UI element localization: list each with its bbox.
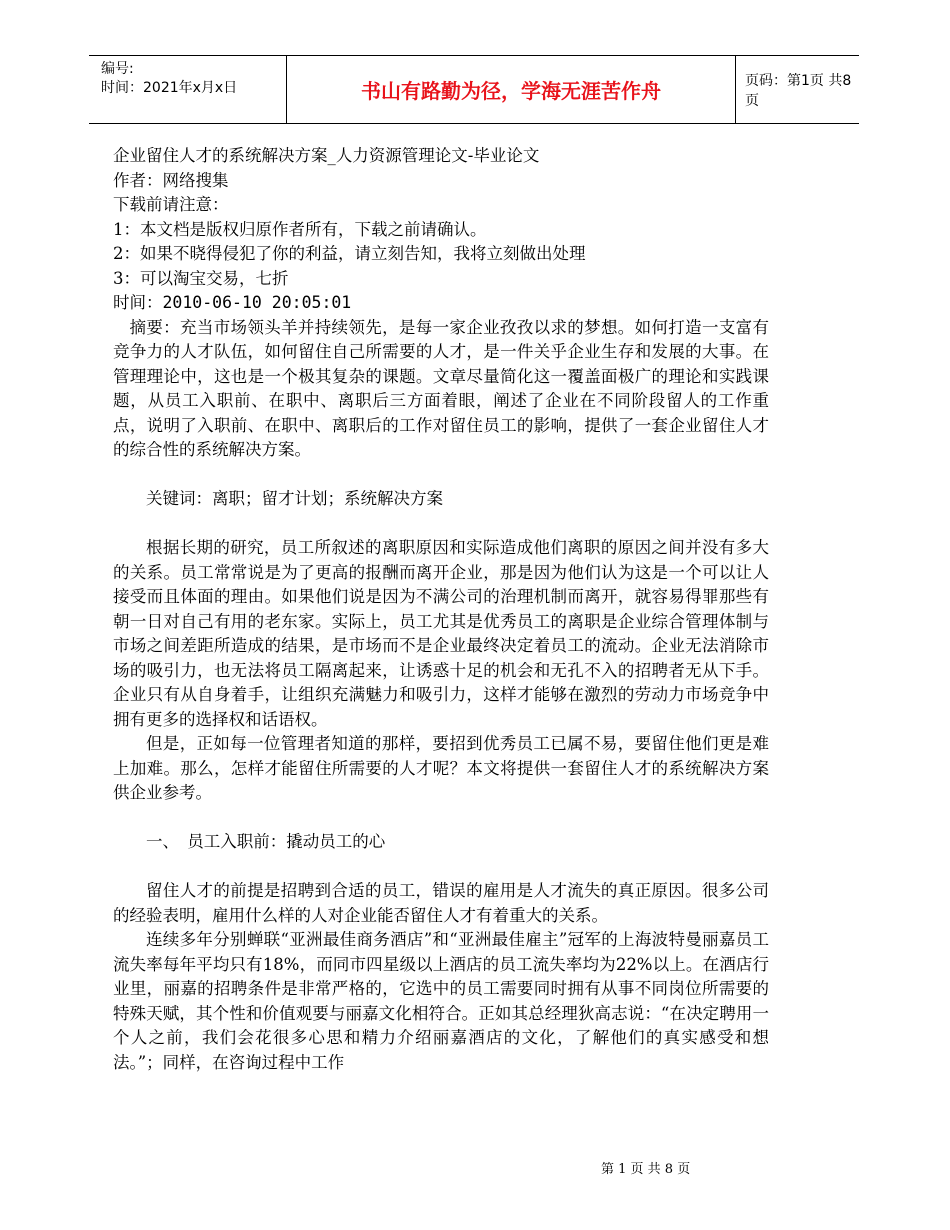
header-page-info: 页码：第1页 共8页 xyxy=(745,72,852,109)
notice-item-3: 3：可以淘宝交易，七折 xyxy=(113,268,289,288)
body-paragraph-4: 连续多年分别蝉联“亚洲最佳商务酒店”和“亚洲最佳雇主”冠军的上海波特曼丽嘉员工流失率每年平均只有18%，而同市四星级以上酒店的员工流失率均为22%以上。在酒店行业里，丽嘉的招聘条件是非常严格的，它选中的员工需要同时拥有从事不同岗位所需要的特殊天赋，其个性和价值观要与丽嘉文化相符合。正如其总经理狄高志说：“在决定聘用一个人之前，我们会花很多心思和精力介绍丽嘉酒店的文化，了解他们的真实感受和想法。”；同样，在咨询过程中工作 xyxy=(113,930,769,1072)
notice-heading: 下载前请注意： xyxy=(113,195,229,214)
body-paragraph-3: 留住人才的前提是招聘到合适的员工，错误的雇用是人才流失的真正原因。很多公司的经验表明，雇用什么样的人对企业能否留住人才有着重大的关系。 xyxy=(113,881,769,925)
page-footer: 第 1 页 共 8 页 xyxy=(601,1162,691,1177)
header-meta xyxy=(101,60,281,98)
keywords-line: 关键词：离职；留才计划；系统解决方案 xyxy=(146,489,443,508)
doc-author: 作者：网络搜集 xyxy=(113,170,229,190)
document-header xyxy=(89,55,859,124)
doc-title: 企业留住人才的系统解决方案_人力资源管理论文-毕业论文 xyxy=(113,146,540,165)
body-paragraph-1: 根据长期的研究，员工所叙述的离职原因和实际造成他们离职的原因之间并没有多大的关系。员工常常说是为了更高的报酬而离开企业，那是因为他们认为这是一个可以让人接受而且体面的理由。如果他们说是因为不满公司的治理机制而离开，就容易得罪那些有朝一日对自己有用的老东家。实际上，员工尤其是优秀员工的离职是企业综合管理体制与市场之间差距所造成的结果，是市场而不是企业最终决定着员工的流动。企业无法消除市场的吸引力，也无法将员工隔离起来，让诱惑十足的机会和无孔不入的招聘者无从下手。企业只有从自身着手，让组织充满魅力和吸引力，这样才能够在激烈的劳动力市场竞争中拥有更多的选择权和话语权。 xyxy=(113,538,769,729)
body-paragraph-2: 但是，正如每一位管理者知道的那样，要招到优秀员工已属不易，要留住他们更是难上加难。那么，怎样才能留住所需要的人才呢？本文将提供一套留住人才的系统解决方案供企业参考。 xyxy=(113,734,769,802)
document-body xyxy=(113,144,769,1075)
header-time-label: 时间：2021年x月x日 xyxy=(101,80,238,96)
notice-item-2: 2：如果不晓得侵犯了你的利益，请立刻告知，我将立刻做出处理 xyxy=(113,244,586,263)
notice-item-1: 1：本文档是版权归原作者所有，下载之前请确认。 xyxy=(113,219,487,239)
header-motto: 书山有路勤为径，学海无涯苦作舟 xyxy=(286,56,736,123)
doc-time: 时间：2010-06-10 20:05:01 xyxy=(113,293,352,312)
header-number-label: 编号: xyxy=(101,61,134,77)
section-1-heading: 一、 员工入职前：撬动员工的心 xyxy=(146,832,386,851)
abstract-paragraph: 摘要：充当市场领头羊并持续领先，是每一家企业孜孜以求的梦想。如何打造一支富有竞争力的人才队伍，如何留住自己所需要的人才，是一件关乎企业生存和发展的大事。在管理理论中，这也是一个极其复杂的课题。文章尽量简化这一覆盖面极广的理论和实践课题，从员工入职前、在职中、离职后三方面着眼，阐述了企业在不同阶段留人的工作重点，说明了入职前、在职中、离职后的工作对留住员工的影响，提供了一套企业留住人才的综合性的系统解决方案。 xyxy=(113,317,769,459)
